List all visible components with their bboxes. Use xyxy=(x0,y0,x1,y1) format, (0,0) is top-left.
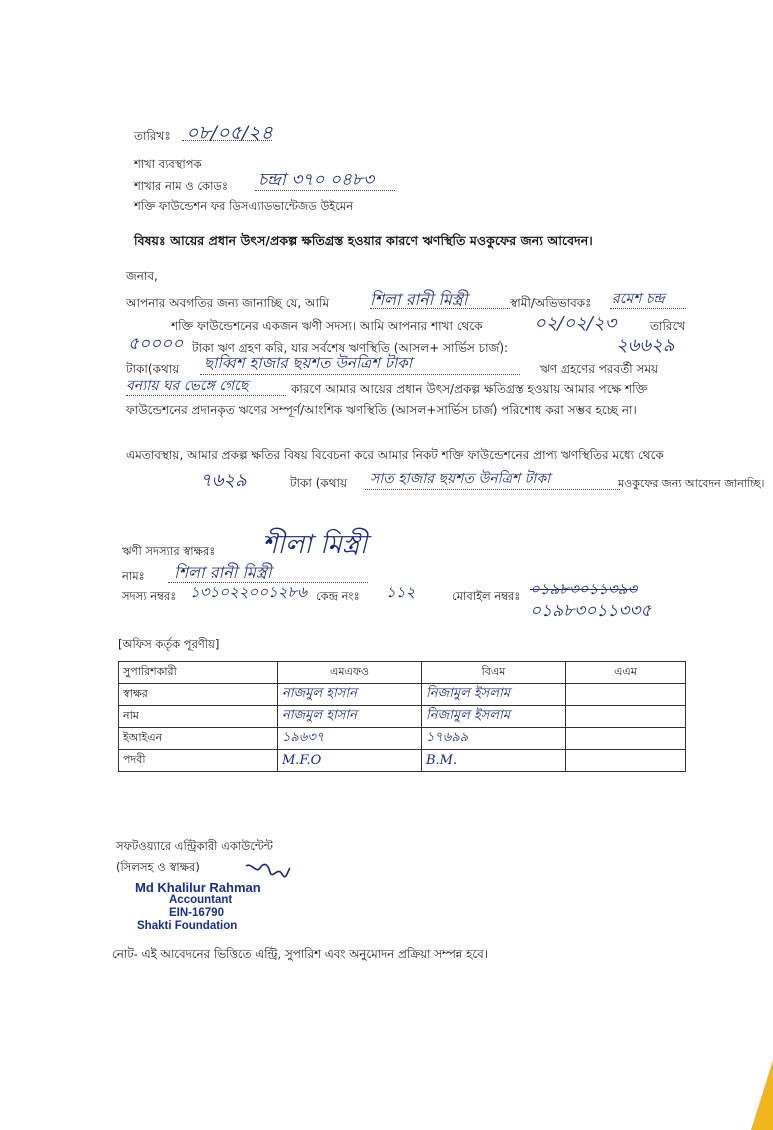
office-col-header: এমএফও xyxy=(278,662,422,684)
office-cell: নাজমুল হাসান xyxy=(278,684,422,706)
mobile-written: ০১৯৮৩০১১৩৩৫ xyxy=(530,601,652,621)
office-row xyxy=(119,750,686,772)
p1-after: ঋণ গ্রহণের পরবর্তী সময় xyxy=(540,362,659,376)
office-cell: নাজমুল হাসান xyxy=(278,706,422,728)
organization: শক্তি ফাউন্ডেশন ফর ডিসএ্যাডভান্টেজড উইমেন xyxy=(134,199,354,213)
date-line xyxy=(182,140,272,141)
stamp-ein: EIN-16790 xyxy=(169,907,224,919)
accountant-subtitle: (সিলসহ ও স্বাক্ষর) xyxy=(116,860,200,874)
office-col-header: এএম xyxy=(566,662,686,684)
office-cell xyxy=(566,706,686,728)
branch-value: চন্দ্রা ৩৭০ ০৪৮৩ xyxy=(258,170,374,190)
member-id-written: ১৩১০২২০০১২৮৬ xyxy=(190,583,307,601)
member-name-written: শিলা রানী মিস্ত্রী xyxy=(174,563,272,582)
p1-words-label: টাকা(কথায় xyxy=(126,362,180,376)
guardian-line xyxy=(610,308,686,309)
office-row-label: স্বাক্ষর xyxy=(119,684,278,706)
loan-amount-handwritten: ৫০০০০ xyxy=(128,334,184,354)
outstanding-words-handwritten: ছাব্বিশ হাজার ছয়শত উনত্রিশ টাকা xyxy=(204,354,413,372)
p2-rest: মওকুফের জন্য আবেদন জানাচ্ছি। xyxy=(618,477,765,490)
office-cell: ১৯৬৩৭ xyxy=(278,728,422,750)
office-row xyxy=(119,706,686,728)
outstanding-handwritten: ২৬৬২৯ xyxy=(616,335,675,356)
subject: বিষয়ঃ আয়ের প্রধান উৎস/প্রকল্প ক্ষতিগ্রস্ত হওয়ার কারণে ঋণস্থিতি মওকুফের জন্য আবেদন। xyxy=(134,233,593,248)
member-name-handwritten: শিলা রানী মিস্ত্রী xyxy=(370,290,468,309)
accountant-stamp xyxy=(135,881,261,933)
office-col-header: বিএম xyxy=(422,662,566,684)
p1-date-suffix: তারিখে xyxy=(650,319,686,333)
p1-guardian-label: স্বামী/অভিভাবকঃ xyxy=(510,296,592,310)
stamp-name: Md Khalilur Rahman xyxy=(135,880,261,895)
office-header-row xyxy=(119,662,686,684)
office-cell xyxy=(566,728,686,750)
office-cell: নিজামুল ইসলাম xyxy=(422,684,566,706)
member-signature: শীলা মিস্ত্রী xyxy=(262,530,368,560)
accountant-title: সফটওয়্যারে এন্ট্রিকারী একাউন্টেন্ট xyxy=(116,839,273,853)
p2-taka: টাকা (কথায় xyxy=(290,476,348,490)
office-row xyxy=(119,728,686,750)
reason-handwritten: বন্যায় ঘর ভেঙ্গে গেছে xyxy=(126,378,249,394)
mobile-struck-written: ০১৯৮৩০১১৩৯৩ xyxy=(530,580,638,598)
page-corner-decoration xyxy=(751,1060,773,1130)
office-cell: M.F.O xyxy=(278,750,422,772)
office-cell: নিজামুল ইসলাম xyxy=(422,706,566,728)
date-value: ০৮/০৫/২৪ xyxy=(186,122,273,144)
office-row-label: নাম xyxy=(119,706,278,728)
office-cell xyxy=(566,750,686,772)
p1-member-text: শক্তি ফাউন্ডেশনের একজন ঋণী সদস্য। আমি আপনার শাখা থেকে xyxy=(171,319,483,333)
waive-words-handwritten: সাত হাজার ছয়শত উনত্রিশ টাকা xyxy=(370,471,551,487)
office-row-label: ইআইএন xyxy=(119,728,278,750)
accountant-signature-icon xyxy=(244,860,292,882)
center-written: ১১২ xyxy=(386,583,416,601)
office-cell xyxy=(566,684,686,706)
office-table xyxy=(118,661,686,772)
center-label: কেন্দ্র নংঃ xyxy=(316,589,360,603)
stamp-role: Accountant xyxy=(169,894,233,906)
p1-amount-text: টাকা ঋণ গ্রহণ করি, যার সর্বশেষ ঋণস্থিতি (আসল+ সার্ভিস চার্জ): xyxy=(192,341,509,355)
recipient: শাখা ব্যবস্থাপক xyxy=(134,157,202,171)
salutation: জনাব, xyxy=(126,269,158,283)
office-title: [অফিস কর্তৃক পূরণীয়] xyxy=(118,637,220,651)
member-id-label: সদস্য নম্বরঃ xyxy=(122,589,177,603)
stamp-org: Shakti Foundation xyxy=(137,920,238,932)
p1-rest: কারণে আমার আয়ের প্রধান উৎস/প্রকল্প ক্ষতিগ্রস্ত হওয়ায় আমার পক্ষে শক্তি ফাউন্ডেশনের প্রদানকৃত ঋণের সম্পূর্ণ/আংশিক ঋণস্থিতি (আসল+সার্ভিস চার্জ) পরিশোধ করা সম্ভব হচ্ছে না। xyxy=(126,382,648,417)
waive-words-line xyxy=(365,489,620,490)
office-cell: ১৭৬৯৯ xyxy=(422,728,566,750)
member-name-label: নামঃ xyxy=(122,569,145,583)
footer-note: নোট- এই আবেদনের ভিত্তিতে এন্ট্রি, সুপারিশ এবং অনুমোদন প্রক্রিয়া সম্পন্ন হবে। xyxy=(112,947,488,961)
member-sign-label: ঋণী সদস্যার স্বাক্ষরঃ xyxy=(122,544,216,558)
loan-date-handwritten: ০২/০২/২৩ xyxy=(534,313,617,334)
office-row xyxy=(119,684,686,706)
office-col-header: সুপারিশকারী xyxy=(119,662,278,684)
waive-amount-handwritten: ৭৬২৯ xyxy=(200,470,247,491)
name-line xyxy=(370,308,510,309)
mobile-label: মোবাইল নম্বরঃ xyxy=(452,589,521,603)
p1-intro: আপনার অবগতির জন্য জানাচ্ছি যে, আমি xyxy=(126,296,330,310)
p2-intro: এমতাবস্থায়, আমার প্রকল্প ক্ষতির বিষয় বিবেচনা করে আমার নিকট শক্তি ফাউন্ডেশনের প্রাপ্য ঋণস্থিতির মধ্যে থেকে xyxy=(126,448,664,462)
office-cell: B.M. xyxy=(422,750,566,772)
office-row-label: পদবী xyxy=(119,750,278,772)
branch-label: শাখার নাম ও কোডঃ xyxy=(134,179,229,193)
guardian-handwritten: রমেশ চন্দ্র xyxy=(612,291,665,307)
date-label: তারিখঃ xyxy=(134,129,171,143)
